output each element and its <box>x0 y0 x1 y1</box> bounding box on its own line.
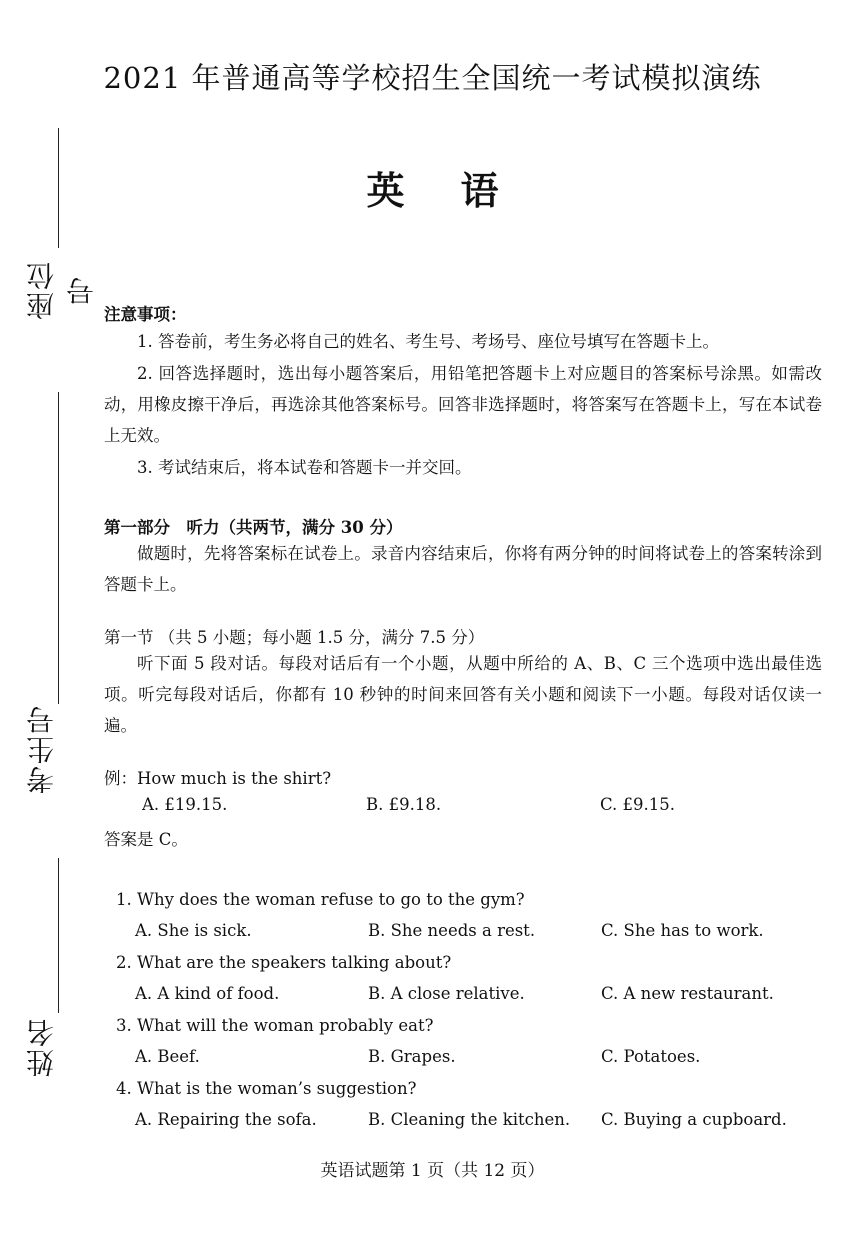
notice-item-2: 2. 回答选择题时，选出每小题答案后，用铅笔把答题卡上对应题目的答案标号涂黑。如需改动，用橡皮擦干净后，再选涂其他答案标号。回答非选择题时，将答案写在答题卡上，写在本试卷上无效。 <box>104 364 822 445</box>
name-line <box>58 858 59 1013</box>
question-4: 4. What is the woman’s suggestion? <box>116 1079 417 1098</box>
section1-instruction: 听下面 5 段对话。每段对话后有一个小题，从题中所给的 A、B、C 三个选项中选出最佳选项。听完每段对话后，你都有 10 秒钟的时间来回答有关小题和阅读下一小题。每段对话仅读一遍。 <box>104 654 822 735</box>
part1-heading: 第一部分 听力（共两节，满分 30 分） <box>104 518 403 537</box>
notice-item-1: 1. 答卷前，考生务必将自己的姓名、考生号、考场号、座位号填写在答题卡上。 <box>137 332 719 351</box>
question-3-option-a: A. Beef. <box>135 1047 200 1066</box>
example-answer: 答案是 C。 <box>104 830 188 849</box>
example-option-c: C. £9.15. <box>600 795 676 814</box>
question-3: 3. What will the woman probably eat? <box>116 1016 434 1035</box>
example-question: 例：How much is the shirt? <box>104 769 332 788</box>
question-4-option-c: C. Buying a cupboard. <box>601 1110 787 1129</box>
subject-title: 英语 <box>366 168 555 213</box>
exam-title: 2021 年普通高等学校招生全国统一考试模拟演练 <box>103 61 762 95</box>
exam-number-label: 考生号 <box>25 704 58 794</box>
question-2-option-a: A. A kind of food. <box>135 984 280 1003</box>
question-2: 2. What are the speakers talking about? <box>116 953 452 972</box>
question-4-option-b: B. Cleaning the kitchen. <box>368 1110 571 1129</box>
question-2-options <box>104 984 822 1008</box>
question-1-option-b: B. She needs a rest. <box>368 921 536 940</box>
page-footer: 英语试题第 1 页（共 12 页） <box>320 1161 545 1181</box>
question-3-options <box>104 1047 822 1071</box>
question-2-option-b: B. A close relative. <box>368 984 525 1003</box>
question-2-option-c: C. A new restaurant. <box>601 984 774 1003</box>
question-3-option-c: C. Potatoes. <box>601 1047 701 1066</box>
seat-number-label: 座位号 <box>25 260 98 320</box>
notice-item-3: 3. 考试结束后，将本试卷和答题卡一并交回。 <box>137 458 472 477</box>
example-option-a: A. £19.15. <box>142 795 228 814</box>
section1-heading: 第一节 （共 5 小题；每小题 1.5 分，满分 7.5 分） <box>104 628 485 647</box>
exam-number-line <box>58 392 59 704</box>
question-1: 1. Why does the woman refuse to go to the gym? <box>116 890 525 909</box>
notice-heading: 注意事项： <box>104 305 187 324</box>
example-options <box>104 795 822 819</box>
question-4-option-a: A. Repairing the sofa. <box>135 1110 317 1129</box>
example-option-b: B. £9.18. <box>366 795 442 814</box>
name-label: 姓名 <box>25 1017 58 1077</box>
question-1-options <box>104 921 822 945</box>
question-4-options <box>104 1110 822 1134</box>
question-1-option-a: A. She is sick. <box>135 921 252 940</box>
question-3-option-b: B. Grapes. <box>368 1047 456 1066</box>
part1-instruction: 做题时，先将答案标在试卷上。录音内容结束后，你将有两分钟的时间将试卷上的答案转涂到答题卡上。 <box>104 544 822 594</box>
question-1-option-c: C. She has to work. <box>601 921 764 940</box>
